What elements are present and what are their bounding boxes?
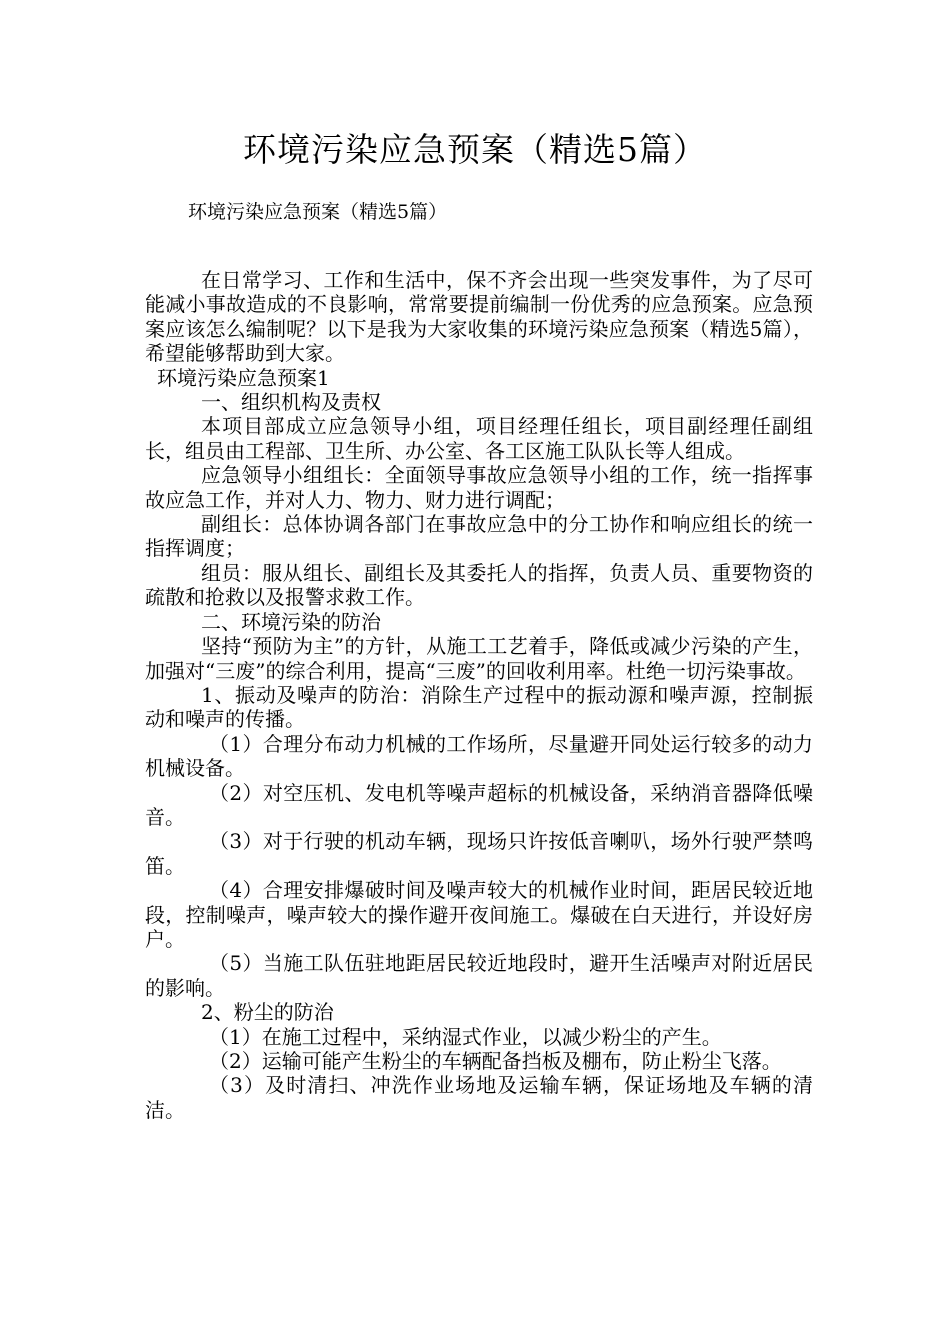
list-item: （1）合理分布动力机械的工作场所，尽量避开同处运行较多的动力机械设备。 [145, 731, 813, 781]
subsection-heading: 2、粉尘的防治 [201, 1000, 334, 1025]
paragraph: 坚持“预防为主”的方针，从施工工艺着手，降低或减少污染的产生，加强对“三废”的综合利用，提高“三废”的回收利用率。杜绝一切污染事故。 [145, 634, 813, 683]
list-item: （1）在施工过程中，采纳湿式作业，以减少粉尘的产生。 [209, 1024, 722, 1049]
paragraph: 本项目部成立应急领导小组，项目经理任组长，项目副经理任副组长，组员由工程部、卫生所、办公室、各工区施工队队长等人组成。 [145, 414, 813, 463]
section-heading: 环境污染应急预案1 [157, 365, 330, 390]
document-body [145, 268, 813, 1122]
list-item: （3）对于行驶的机动车辆，现场只许按低音喇叭，场外行驶严禁鸣笛。 [145, 829, 813, 878]
list-item: （5）当施工队伍驻地距居民较近地段时，避开生活噪声对附近居民的影响。 [145, 951, 813, 1000]
subsection-heading: 二、环境污染的防治 [201, 609, 381, 634]
list-item: （3）及时清扫、冲洗作业场地及运输车辆，保证场地及车辆的清洁。 [145, 1073, 813, 1122]
paragraph: 应急领导小组组长：全面领导事故应急领导小组的工作，统一指挥事故应急工作，并对人力、物力、财力进行调配； [145, 463, 813, 512]
document-title: 环境污染应急预案（精选5篇） [243, 130, 707, 169]
subsection-heading: 一、组织机构及责权 [201, 390, 381, 415]
document-subtitle: 环境污染应急预案（精选5篇） [188, 201, 448, 223]
paragraph: 组员：服从组长、副组长及其委托人的指挥，负责人员、重要物资的疏散和抢救以及报警求救工作。 [145, 560, 813, 610]
list-item: （4）合理安排爆破时间及噪声较大的机械作业时间，距居民较近地段，控制噪声，噪声较大的操作避开夜间施工。爆破在白天进行，并设好房户。 [145, 878, 813, 951]
list-item: （2）运输可能产生粉尘的车辆配备挡板及棚布，防止粉尘飞落。 [209, 1049, 782, 1073]
list-item: （2）对空压机、发电机等噪声超标的机械设备，采纳消音器降低噪音。 [145, 780, 813, 829]
intro-paragraph: 在日常学习、工作和生活中，保不齐会出现一些突发事件，为了尽可能减小事故造成的不良影响，常常要提前编制一份优秀的应急预案。应急预案应该怎么编制呢？以下是我为大家收集的环境污染应急预案（精选5篇），希望能够帮助到大家。 [145, 268, 813, 366]
paragraph: 副组长：总体协调各部门在事故应急中的分工协作和响应组长的统一指挥调度； [145, 512, 813, 561]
paragraph: 1、振动及噪声的防治：消除生产过程中的振动源和噪声源，控制振动和噪声的传播。 [145, 682, 813, 732]
